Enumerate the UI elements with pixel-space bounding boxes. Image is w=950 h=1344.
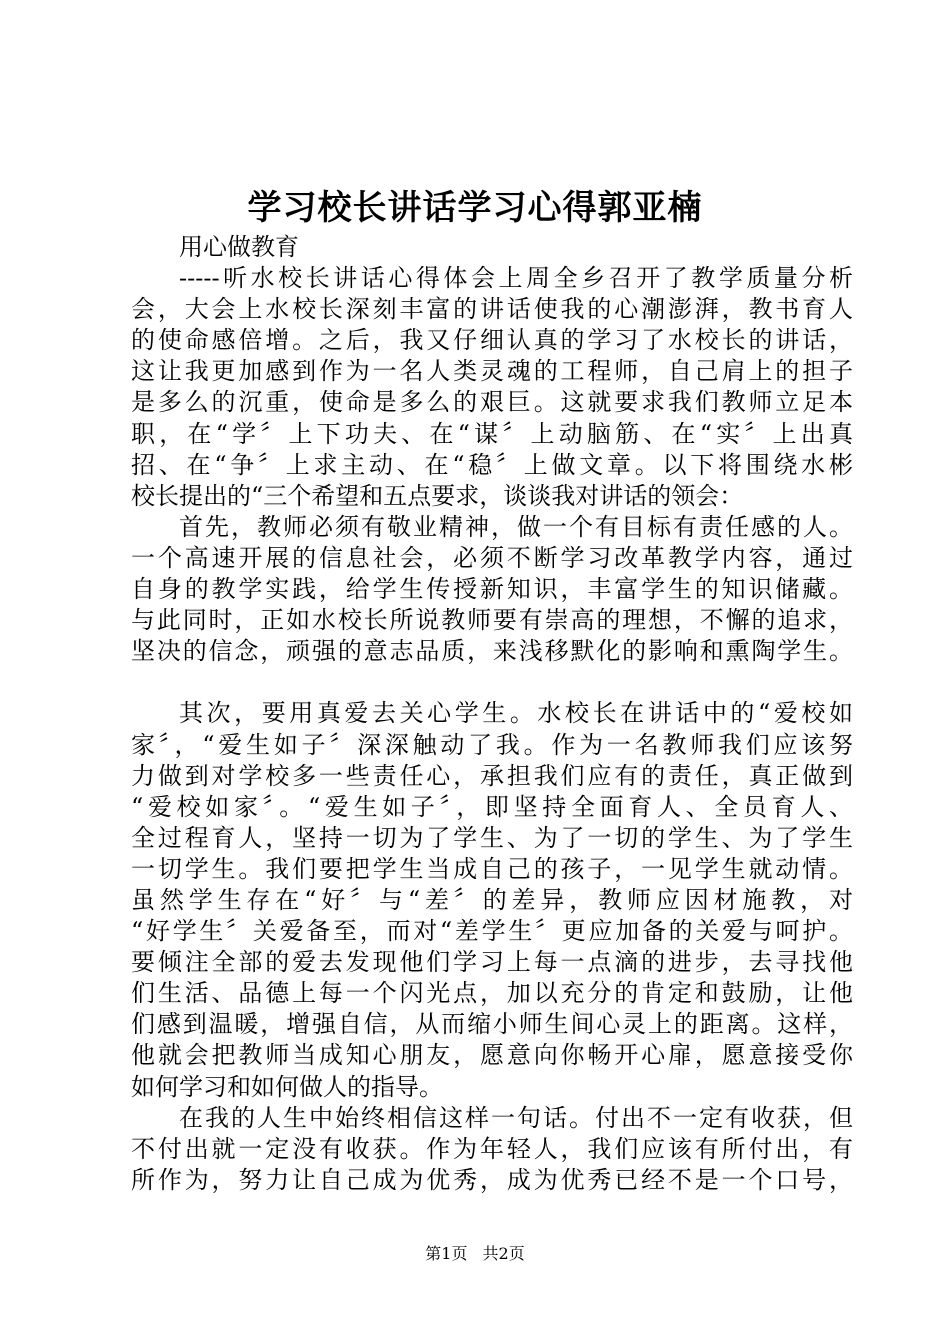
paragraph-3-line-10: 们生活、品德上每一个闪光点，加以充分的肯定和鼓励，让他 xyxy=(131,979,853,1008)
paragraph-3-line-6: 一切学生。我们要把学生当成自己的孩子，一见学生就动情。 xyxy=(131,854,853,883)
document-title: 学习校长讲话学习心得郭亚楠 xyxy=(247,188,703,228)
paragraph-2-line-3: 自身的教学实践，给学生传授新知识，丰富学生的知识储藏。 xyxy=(131,575,853,604)
paragraph-3-line-3: 力做到对学校多一些责任心，承担我们应有的责任，真正做到 xyxy=(131,761,853,790)
page-footer xyxy=(0,1242,950,1266)
paragraph-1-line-5: 是多么的沉重，使命是多么的艰巨。这就要求我们教师立足本 xyxy=(131,388,853,417)
paragraph-1-line-4: 这让我更加感到作为一名人类灵魂的工程师，自己肩上的担子 xyxy=(131,357,853,386)
paragraph-3-line-4: “爱校如家〞。“爱生如子〞，即坚持全面育人、全员育人、 xyxy=(131,792,853,821)
paragraph-3-line-2: 家〞，“爱生如子〞深深触动了我。作为一名教师我们应该努 xyxy=(131,730,853,759)
paragraph-1-line-1: -----听水校长讲话心得体会上周全乡召开了教学质量分析 xyxy=(179,264,853,293)
paragraph-4-line-1: 在我的人生中始终相信这样一句话。付出不一定有收获，但 xyxy=(179,1103,853,1132)
paragraph-1-line-6: 职，在“学〞上下功夫、在“谋〞上动脑筋、在“实〞上出真 xyxy=(131,419,853,448)
paragraph-2-line-2: 一个高速开展的信息社会，必须不断学习改革教学内容，通过 xyxy=(131,543,853,572)
paragraph-3-line-13: 如何学习和如何做人的指导。 xyxy=(131,1072,443,1101)
paragraph-4-line-2: 不付出就一定没有收获。作为年轻人，我们应该有所付出，有 xyxy=(131,1134,853,1163)
paragraph-3-line-5: 全过程育人，坚持一切为了学生、为了一切的学生、为了学生 xyxy=(131,823,853,852)
page-total: 共2页 xyxy=(482,1244,525,1263)
paragraph-3-line-11: 们感到温暖，增强自信，从而缩小师生间心灵上的距离。这样， xyxy=(131,1010,853,1039)
paragraph-1-line-7: 招、在“争〞上求主动、在“稳〞上做文章。以下将围绕水彬 xyxy=(131,450,853,479)
paragraph-3-line-8: “好学生〞关爱备至，而对“差学生〞更应加备的关爱与呵护。 xyxy=(131,917,853,946)
paragraph-2-line-1: 首先，教师必须有敬业精神，做一个有目标有责任感的人。 xyxy=(179,512,853,541)
paragraph-4-line-3: 所作为，努力让自己成为优秀，成为优秀已经不是一个口号， xyxy=(131,1165,853,1194)
paragraph-2-line-5: 坚决的信念，顽强的意志品质，来浅移默化的影响和熏陶学生。 xyxy=(131,637,853,666)
paragraph-3-line-1: 其次，要用真爱去关心学生。水校长在讲话中的“爱校如 xyxy=(179,699,853,728)
paragraph-2-line-4: 与此同时，正如水校长所说教师要有崇高的理想，不懈的追求， xyxy=(131,606,853,635)
paragraph-3-line-12: 他就会把教师当成知心朋友，愿意向你畅开心扉，愿意接受你 xyxy=(131,1041,853,1070)
paragraph-1-line-3: 的使命感倍增。之后，我又仔细认真的学习了水校长的讲话， xyxy=(131,326,853,355)
paragraph-3-line-9: 要倾注全部的爱去发现他们学习上每一点滴的进步，去寻找他 xyxy=(131,948,853,977)
document-body xyxy=(131,232,853,1196)
paragraph-spacer xyxy=(131,667,853,698)
document-subtitle: 用心做教育 xyxy=(179,233,299,261)
paragraph-1-line-2: 会，大会上水校长深刻丰富的讲话使我的心潮澎湃，教书育人 xyxy=(131,295,853,324)
paragraph-3-line-7: 虽然学生存在“好〞与“差〞的差异，教师应因材施教，对 xyxy=(131,885,853,914)
paragraph-1-line-8: 校长提出的“三个希望和五点要求，谈谈我对讲话的领会： xyxy=(131,481,744,510)
page-number: 第1页 xyxy=(425,1244,468,1263)
